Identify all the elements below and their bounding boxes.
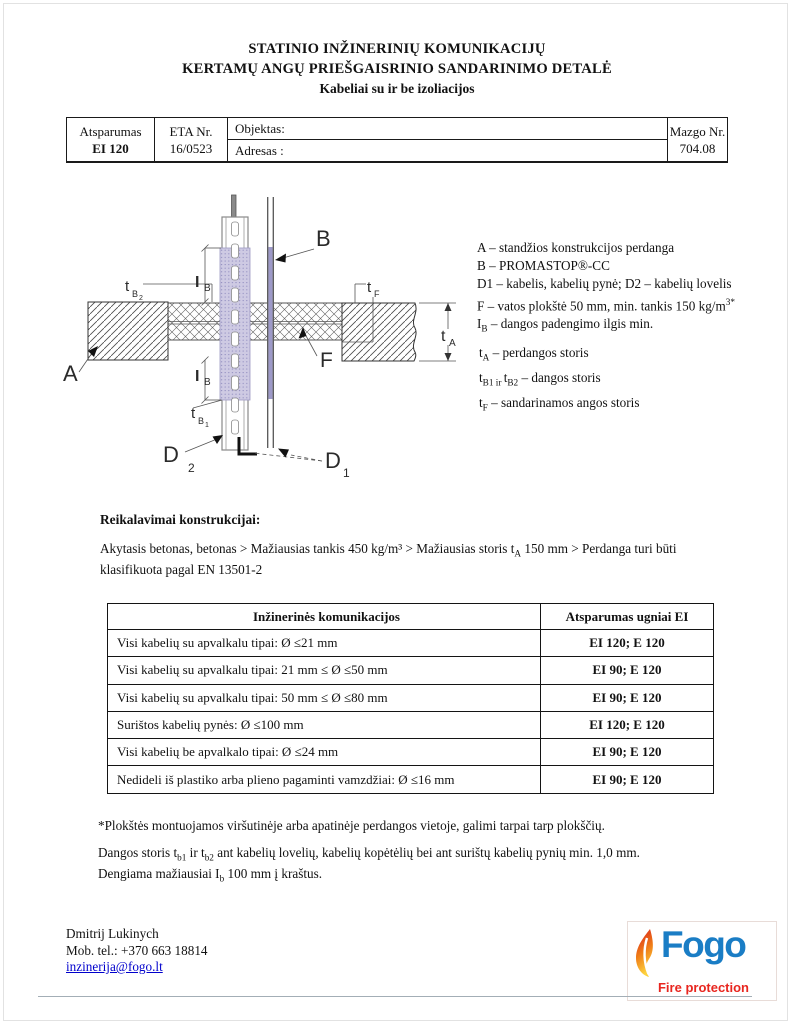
label-IB-bottom: I (195, 368, 200, 385)
label-tA: t (441, 328, 446, 345)
contact-phone: Mob. tel.: +370 663 18814 (66, 942, 208, 958)
label-tF: t (367, 279, 372, 296)
resistance-cell (67, 118, 155, 161)
fogo-logo (627, 921, 777, 1001)
logo-tagline-text: Fire protection (657, 980, 749, 995)
table-row (108, 766, 714, 793)
spec-col-resistance: Atsparumas ugniai EI (541, 604, 714, 630)
mineral-wool-plates (168, 303, 342, 340)
label-tF-sub: F (374, 289, 380, 299)
eta-cell (155, 118, 228, 161)
eta-label: ETA Nr. (169, 123, 213, 139)
table-row (108, 630, 714, 657)
address-row: Adresas : (235, 143, 284, 158)
label-D2-sub: 2 (188, 461, 195, 475)
label-F: F (320, 349, 333, 372)
table-row (108, 711, 714, 738)
legend-item-tb: $t_{B1 ir}$ $t_{B2}$ – dangos storis (479, 370, 601, 388)
label-tB1-num: 1 (205, 422, 209, 429)
spec-cell: Nedideli iš plastiko arba plieno pagaminti vamzdžiai: Ø ≤16 mm (108, 766, 541, 793)
header-info-table (66, 117, 728, 163)
label-tB2-sub: B (132, 289, 139, 299)
label-IB-top-sub: B (204, 283, 211, 294)
penetration-seal-drawing (55, 188, 475, 488)
legend-item-ib: $I_B$ – dangos padengimo ilgis min. (477, 316, 654, 335)
spec-cell: Surištos kabelių pynės: Ø ≤100 mm (108, 711, 541, 738)
spec-value: EI 120; E 120 (541, 630, 714, 657)
contact-name: Dmitrij Lukinych (66, 926, 159, 941)
table-row (108, 657, 714, 684)
coating-on-cable (268, 247, 272, 399)
label-tB1: t (191, 405, 196, 422)
footnote-coating-line2: Dengiama mažiausiai $I_b$ 100 mm į kraštus. (98, 866, 323, 884)
table-row (108, 684, 714, 711)
drawing-legend (477, 239, 787, 418)
cable-tray (220, 195, 250, 450)
spec-value: EI 90; E 120 (541, 657, 714, 684)
node-number-value: 704.08 (679, 140, 716, 156)
footnote-coating-line1: Dangos storis $t_{b1}$ ir $t_{b2}$ ant kabelių lovelių, kabelių kopėtėlių bei ant surištų kabelių pynių min. 1,0 mm. (98, 845, 640, 863)
label-IB-top: I (195, 274, 200, 291)
cable (267, 197, 274, 448)
legend-item-tf: $t_F$ – sandarinamos angos storis (479, 395, 640, 413)
spec-cell: Visi kabelių su apvalkalu tipai: 50 mm ≤ Ø ≤80 mm (108, 684, 541, 711)
label-tA-sub: A (449, 338, 456, 349)
node-number-label: Mazgo Nr. (669, 123, 726, 139)
label-tB2-num: 2 (139, 295, 143, 302)
spec-table (107, 603, 714, 794)
legend-item-ta: $t_A$ – perdangos storis (479, 345, 589, 363)
spec-cell: Visi kabelių su apvalkalu tipai: 21 mm ≤ Ø ≤50 mm (108, 657, 541, 684)
spec-value: EI 90; E 120 (541, 766, 714, 793)
spec-value: EI 90; E 120 (541, 684, 714, 711)
contact-block (66, 926, 208, 976)
document-title (66, 39, 728, 99)
flame-icon (633, 928, 663, 978)
spec-value: EI 120; E 120 (541, 711, 714, 738)
logo-brand-text: Fogo (661, 924, 746, 965)
title-line-3: Kabeliai su ir be izoliacijos (319, 81, 475, 96)
resistance-label: Atsparumas (79, 123, 142, 139)
spec-cell: Visi kabelių be apvalkalo tipai: Ø ≤24 mm (108, 739, 541, 766)
legend-item-f: F – vatos plokštė 50 mm, min. tankis 150 $kg/m^{3*}$ (477, 297, 735, 314)
label-tB1-sub: B (198, 416, 205, 426)
title-line-1: STATINIO INŽINERINIŲ KOMUNIKACIJŲ (248, 41, 546, 57)
legend-item-a: A – standžios konstrukcijos perdanga (477, 240, 675, 255)
spec-value: EI 90; E 120 (541, 739, 714, 766)
footnote-plates: *Plokštės montuojamos viršutinėje arba apatinėje perdangos vietoje, galimi tarpai tarp plokščių. (98, 818, 605, 833)
email-link[interactable]: inzinerija@fogo.lt (66, 959, 163, 974)
object-address-cell (228, 118, 668, 161)
label-B: B (316, 226, 331, 251)
node-number-cell (668, 118, 727, 161)
legend-item-b: B – PROMASTOP®-CC (477, 258, 610, 273)
label-D1: D (325, 448, 341, 473)
footer-divider (38, 996, 752, 997)
label-tB2: t (125, 278, 130, 295)
object-row: Objektas: (228, 118, 667, 140)
spec-table-header-row (108, 604, 714, 630)
table-row (108, 739, 714, 766)
label-D1-sub: 1 (343, 466, 350, 480)
label-A: A (63, 361, 78, 386)
label-IB-bottom-sub: B (204, 377, 211, 388)
requirements-body: Akytasis betonas, betonas > Mažiausias tankis 450 kg/m³ > Mažiausias storis $t_A$ 150 mm > Perdanga turi būti klasifikuota pagal EN 13501-2 (100, 541, 677, 578)
eta-value: 16/0523 (169, 140, 213, 156)
label-D2: D (163, 442, 179, 467)
legend-item-d: D1 – kabelis, kabelių pynė; D2 – kabelių lovelis (477, 276, 732, 291)
requirements-heading: Reikalavimai konstrukcijai: (100, 512, 261, 527)
title-line-2: KERTAMŲ ANGŲ PRIEŠGAISRINIO SANDARINIMO DETALĖ (182, 61, 612, 77)
resistance-value: EI 120 (92, 140, 129, 156)
footnote-coating (98, 845, 738, 887)
spec-cell: Visi kabelių su apvalkalu tipai: Ø ≤21 mm (108, 630, 541, 657)
spec-col-communications: Inžinerinės komunikacijos (108, 604, 541, 630)
